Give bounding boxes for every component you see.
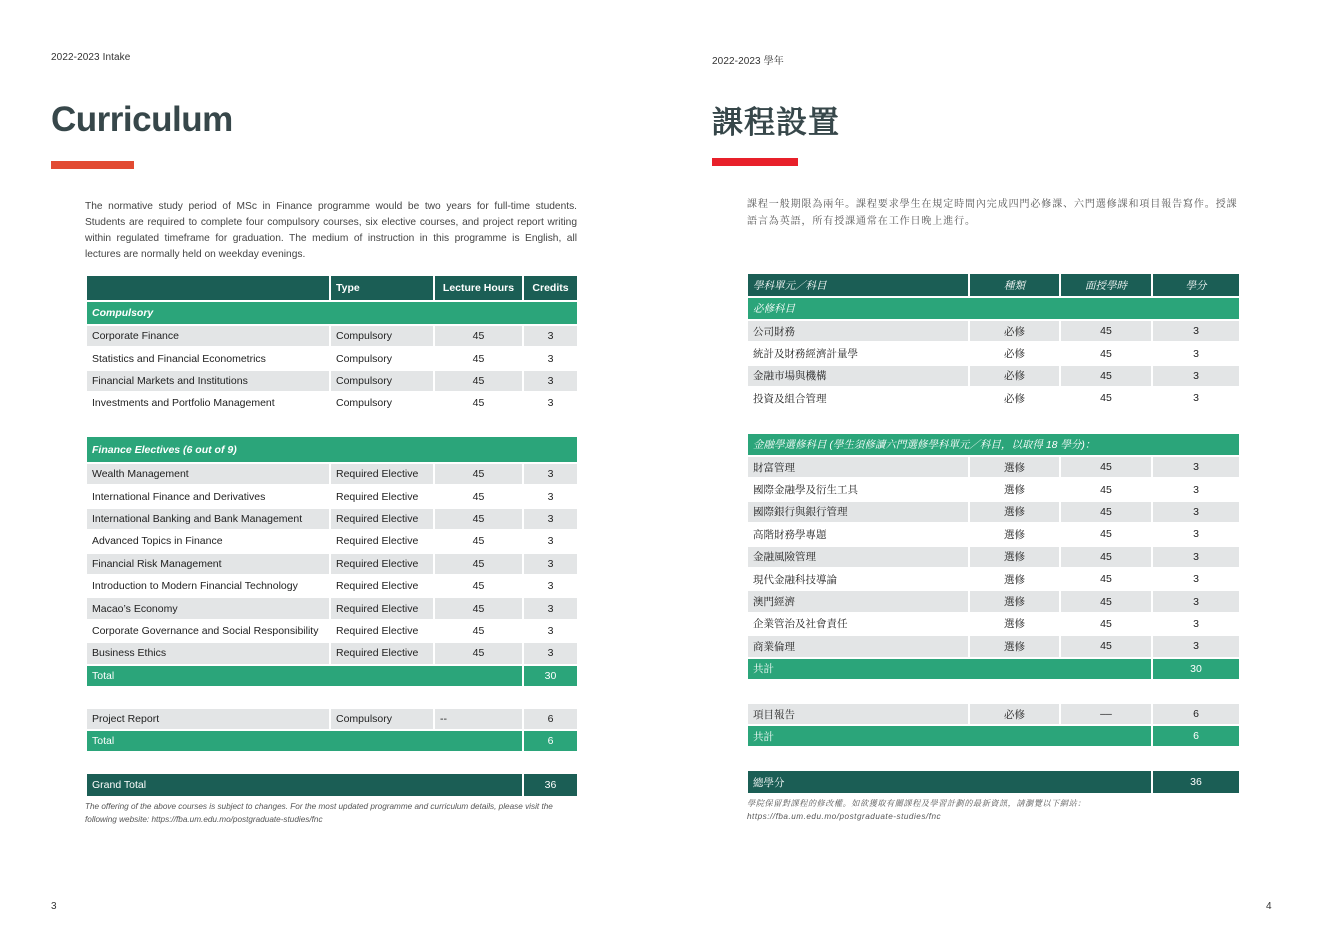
course-type: Compulsory <box>330 370 434 392</box>
course-credits: 3 <box>523 485 578 507</box>
grand-total-table <box>85 772 579 798</box>
course-hours: 45 <box>1060 568 1152 590</box>
course-type: Required Elective <box>330 530 434 552</box>
course-type: Required Elective <box>330 553 434 575</box>
table-row <box>86 575 578 597</box>
table-row <box>747 342 1240 364</box>
table-row <box>86 597 578 619</box>
total-label: 共計 <box>747 725 1152 747</box>
course-hours: -- <box>434 708 523 730</box>
course-name: 商業倫理 <box>747 635 969 657</box>
course-type: Required Elective <box>330 463 434 485</box>
electives-total-row <box>747 658 1240 680</box>
course-name: 金融風險管理 <box>747 546 969 568</box>
section-title: Compulsory <box>86 301 578 325</box>
intake-label: 2022-2023 學年 <box>712 56 784 67</box>
course-type: Required Elective <box>330 485 434 507</box>
table-header-row <box>86 275 578 301</box>
course-name: 企業管治及社會責任 <box>747 613 969 635</box>
course-name: Corporate Finance <box>86 325 330 347</box>
course-hours: 45 <box>434 347 523 369</box>
course-credits: 3 <box>1152 613 1240 635</box>
table-row <box>86 463 578 485</box>
table-row <box>86 708 578 730</box>
section-title: 金融學選修科目 (學生須修讀六門選修學科單元／科目，以取得 18 學分)： <box>747 433 1240 456</box>
course-name: 國際銀行與銀行管理 <box>747 501 969 523</box>
course-credits: 3 <box>1152 523 1240 545</box>
course-credits: 3 <box>1152 546 1240 568</box>
electives-table <box>85 435 579 688</box>
accent-bar <box>712 158 798 166</box>
project-total-row <box>86 730 578 752</box>
header-lecture-hours: 面授學時 <box>1060 273 1152 297</box>
grand-total-label: 總學分 <box>747 770 1152 794</box>
footnote: 學院保留對課程的修改權。如欲獲取有關課程及學習計劃的最新資訊，請瀏覽以下網站：https://fba.um.edu.mo/postgraduate-studies/fnc <box>747 799 1086 821</box>
course-hours: 45 <box>1060 523 1152 545</box>
page-left <box>0 0 661 936</box>
course-type: 選修 <box>969 613 1060 635</box>
course-credits: 3 <box>523 392 578 414</box>
header-lecture-hours: Lecture Hours <box>434 275 523 301</box>
total-label: 共計 <box>747 658 1152 680</box>
course-name: Wealth Management <box>86 463 330 485</box>
total-value: 6 <box>1152 725 1240 747</box>
grand-total-row <box>86 773 578 797</box>
table-row <box>747 320 1240 342</box>
header-credits: 學分 <box>1152 273 1240 297</box>
project-table <box>85 707 579 753</box>
course-credits: 3 <box>1152 387 1240 409</box>
table-row <box>86 485 578 507</box>
table-row <box>747 703 1240 725</box>
course-name: Business Ethics <box>86 642 330 664</box>
course-credits: 3 <box>523 530 578 552</box>
section-compulsory <box>747 297 1240 320</box>
course-credits: 3 <box>1152 635 1240 657</box>
course-type: Compulsory <box>330 708 434 730</box>
course-hours: 45 <box>434 485 523 507</box>
course-name: Advanced Topics in Finance <box>86 530 330 552</box>
course-hours: 45 <box>1060 613 1152 635</box>
course-type: 必修 <box>969 387 1060 409</box>
course-hours: 45 <box>434 642 523 664</box>
course-hours: 45 <box>1060 635 1152 657</box>
electives-table <box>746 432 1241 681</box>
course-type: 選修 <box>969 478 1060 500</box>
page-right <box>661 0 1323 936</box>
course-type: 選修 <box>969 590 1060 612</box>
course-name: 投資及組合管理 <box>747 387 969 409</box>
course-type: 選修 <box>969 568 1060 590</box>
course-name: 公司財務 <box>747 320 969 342</box>
course-credits: 3 <box>523 325 578 347</box>
course-credits: 3 <box>1152 342 1240 364</box>
course-hours: 45 <box>434 463 523 485</box>
page-title: Curriculum <box>51 100 233 139</box>
table-row <box>747 613 1240 635</box>
course-hours: 45 <box>434 508 523 530</box>
course-credits: 3 <box>1152 365 1240 387</box>
header-course: 學科單元／科目 <box>747 273 969 297</box>
table-row <box>747 568 1240 590</box>
grand-total-label: Grand Total <box>86 773 523 797</box>
course-type: Required Elective <box>330 642 434 664</box>
course-name: 澳門經濟 <box>747 590 969 612</box>
course-name: 財富管理 <box>747 456 969 478</box>
course-hours: –– <box>1060 703 1152 725</box>
course-credits: 3 <box>1152 456 1240 478</box>
grand-total-table <box>746 769 1241 795</box>
footnote: The offering of the above courses is subject to changes. For the most updated programme and curriculum details, please visit the following website: https://fba.um.edu.mo/postgraduate-studies/fnc <box>85 802 553 824</box>
table-row <box>747 387 1240 409</box>
course-credits: 3 <box>523 642 578 664</box>
course-type: 必修 <box>969 365 1060 387</box>
page-title: 課程設置 <box>712 105 840 141</box>
course-type: Compulsory <box>330 347 434 369</box>
course-hours: 45 <box>1060 590 1152 612</box>
total-label: Total <box>86 730 523 752</box>
course-type: 選修 <box>969 523 1060 545</box>
total-value: 6 <box>523 730 578 752</box>
project-table <box>746 702 1241 748</box>
table-row <box>86 392 578 414</box>
course-type: 選修 <box>969 635 1060 657</box>
table-row <box>86 325 578 347</box>
course-name: 金融市場與機構 <box>747 365 969 387</box>
table-row <box>86 530 578 552</box>
table-row <box>86 553 578 575</box>
header-type: 種類 <box>969 273 1060 297</box>
header-credits: Credits <box>523 275 578 301</box>
table-row <box>747 478 1240 500</box>
course-credits: 3 <box>523 575 578 597</box>
course-type: Required Elective <box>330 620 434 642</box>
header-course <box>86 275 330 301</box>
course-hours: 45 <box>1060 478 1152 500</box>
course-hours: 45 <box>1060 342 1152 364</box>
course-name: Macao’s Economy <box>86 597 330 619</box>
course-credits: 3 <box>523 620 578 642</box>
grand-total-value: 36 <box>1152 770 1240 794</box>
course-type: 選修 <box>969 546 1060 568</box>
table-row <box>747 501 1240 523</box>
table-row <box>747 590 1240 612</box>
course-name: Corporate Governance and Social Responsibility <box>86 620 330 642</box>
course-type: 必修 <box>969 342 1060 364</box>
course-type: Compulsory <box>330 325 434 347</box>
course-credits: 3 <box>523 553 578 575</box>
course-type: 必修 <box>969 320 1060 342</box>
course-type: Required Elective <box>330 508 434 530</box>
course-credits: 3 <box>523 508 578 530</box>
course-type: 選修 <box>969 501 1060 523</box>
table-row <box>86 508 578 530</box>
course-hours: 45 <box>1060 365 1152 387</box>
course-hours: 45 <box>434 530 523 552</box>
electives-total-row <box>86 665 578 687</box>
table-row <box>86 620 578 642</box>
course-type: 選修 <box>969 456 1060 478</box>
table-row <box>86 347 578 369</box>
course-name: Financial Markets and Institutions <box>86 370 330 392</box>
course-name: Financial Risk Management <box>86 553 330 575</box>
table-row <box>747 523 1240 545</box>
section-electives <box>747 433 1240 456</box>
page-number: 3 <box>51 901 57 912</box>
course-credits: 3 <box>1152 590 1240 612</box>
course-hours: 45 <box>434 620 523 642</box>
course-hours: 45 <box>434 597 523 619</box>
header-type: Type <box>330 275 434 301</box>
course-name: 國際金融學及衍生工具 <box>747 478 969 500</box>
course-hours: 45 <box>1060 501 1152 523</box>
table-row <box>747 365 1240 387</box>
course-credits: 3 <box>523 370 578 392</box>
section-electives <box>86 436 578 463</box>
grand-total-value: 36 <box>523 773 578 797</box>
course-type: Compulsory <box>330 392 434 414</box>
course-credits: 3 <box>523 597 578 619</box>
table-row <box>86 642 578 664</box>
course-name: 高階財務學專題 <box>747 523 969 545</box>
intro-paragraph: 課程一般期限為兩年。課程要求學生在規定時間內完成四門必修課、六門選修課和項目報告寫作。授課語言為英語，所有授課通常在工作日晚上進行。 <box>747 199 1238 227</box>
course-name: International Finance and Derivatives <box>86 485 330 507</box>
course-credits: 6 <box>523 708 578 730</box>
intake-label: 2022-2023 Intake <box>51 52 131 63</box>
section-title: Finance Electives (6 out of 9) <box>86 436 578 463</box>
table-header-row <box>747 273 1240 297</box>
course-hours: 45 <box>434 370 523 392</box>
course-credits: 3 <box>1152 478 1240 500</box>
course-credits: 6 <box>1152 703 1240 725</box>
course-hours: 45 <box>1060 320 1152 342</box>
course-credits: 3 <box>1152 568 1240 590</box>
course-name: Project Report <box>86 708 330 730</box>
course-name: 統計及財務經濟計量學 <box>747 342 969 364</box>
course-hours: 45 <box>1060 387 1152 409</box>
page-number: 4 <box>1266 901 1272 912</box>
course-name: 現代金融科技導論 <box>747 568 969 590</box>
course-hours: 45 <box>434 553 523 575</box>
course-type: Required Elective <box>330 597 434 619</box>
table-row <box>86 370 578 392</box>
compulsory-table <box>85 274 579 416</box>
course-name: Investments and Portfolio Management <box>86 392 330 414</box>
course-name: Introduction to Modern Financial Technology <box>86 575 330 597</box>
course-credits: 3 <box>523 463 578 485</box>
course-credits: 3 <box>523 347 578 369</box>
section-title: 必修科目 <box>747 297 1240 320</box>
course-hours: 45 <box>1060 546 1152 568</box>
table-row <box>747 456 1240 478</box>
total-value: 30 <box>1152 658 1240 680</box>
course-name: 項目報告 <box>747 703 969 725</box>
course-credits: 3 <box>1152 320 1240 342</box>
total-value: 30 <box>523 665 578 687</box>
course-hours: 45 <box>1060 456 1152 478</box>
course-name: International Banking and Bank Management <box>86 508 330 530</box>
course-hours: 45 <box>434 575 523 597</box>
table-row <box>747 546 1240 568</box>
accent-bar <box>51 161 134 169</box>
course-hours: 45 <box>434 325 523 347</box>
course-credits: 3 <box>1152 501 1240 523</box>
course-type: 必修 <box>969 703 1060 725</box>
course-hours: 45 <box>434 392 523 414</box>
section-compulsory <box>86 301 578 325</box>
grand-total-row <box>747 770 1240 794</box>
course-type: Required Elective <box>330 575 434 597</box>
course-name: Statistics and Financial Econometrics <box>86 347 330 369</box>
compulsory-table <box>746 272 1241 411</box>
project-total-row <box>747 725 1240 747</box>
total-label: Total <box>86 665 523 687</box>
intro-paragraph: The normative study period of MSc in Finance programme would be two years for full-time students. Students are required to complete four compulsory courses, six elective courses, and project report writing within regulated timeframe for graduation. The medium of instruction in this programme is English, all lectures are normally held on weekday evenings. <box>85 201 577 260</box>
table-row <box>747 635 1240 657</box>
